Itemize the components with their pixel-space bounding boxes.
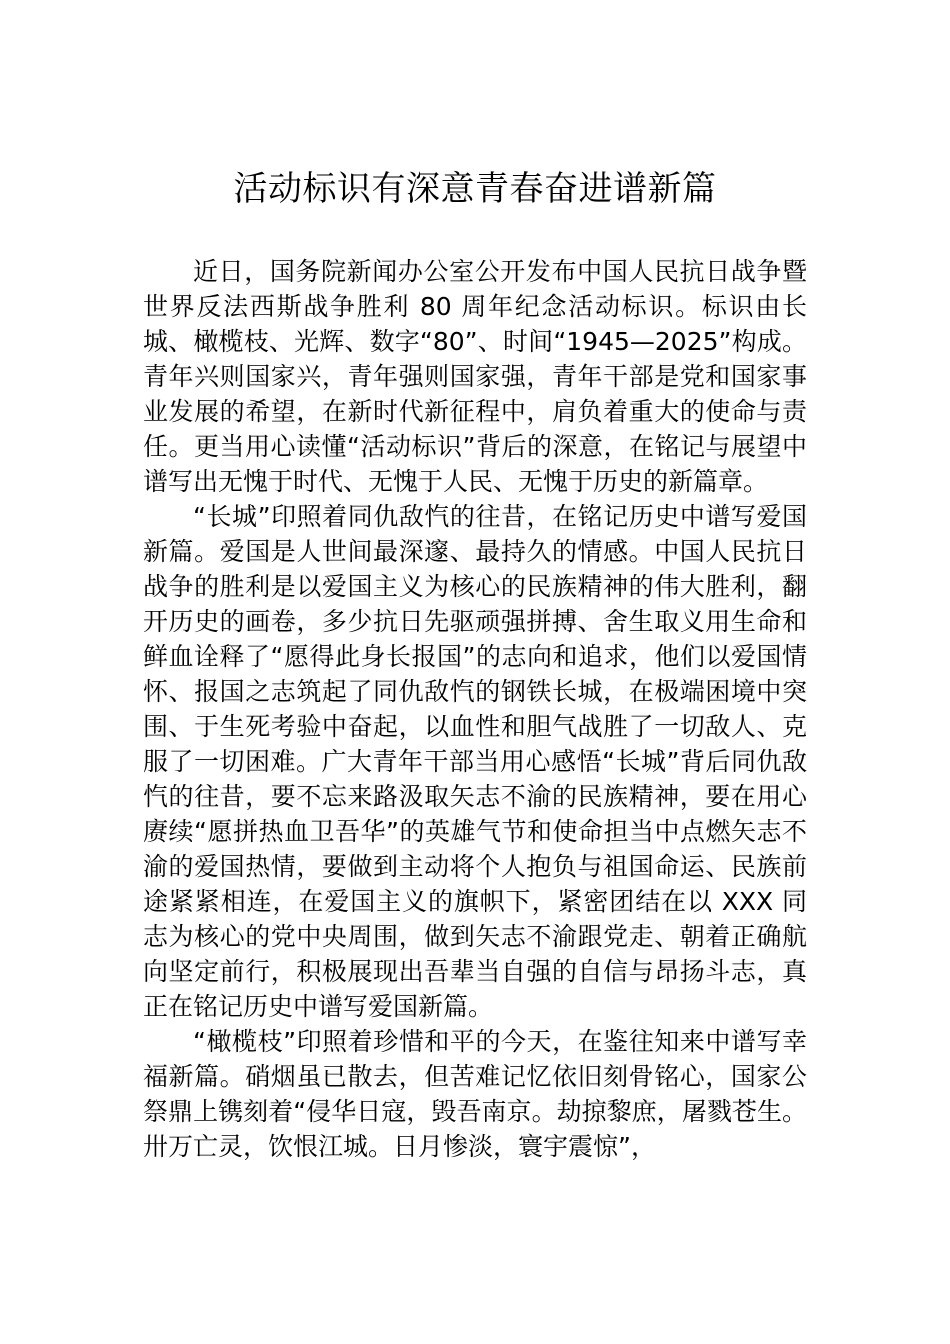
document-title: 活动标识有深意青春奋进谱新篇 bbox=[233, 169, 717, 209]
paragraph-intro: 近日，国务院新闻办公室公开发布中国人民抗日战争暨世界反法西斯战争胜利 80 周年纪念活动标识。标识由长城、橄榄枝、光辉、数字“80”、时间“1945—2025”构成。青年兴则国家兴，青年强则国家强，青年干部是党和国家事业发展的希望，在新时代新征程中，肩负着重大的使命与责任。更当用心读懂“活动标识”背后的深意，在铭记与展望中谱写出无愧于时代、无愧于人民、无愧于历史的新篇章。 bbox=[143, 257, 807, 496]
paragraph-great-wall: “长城”印照着同仇敌忾的往昔，在铭记历史中谱写爱国新篇。爱国是人世间最深邃、最持久的情感。中国人民抗日战争的胜利是以爱国主义为核心的民族精神的伟大胜利，翻开历史的画卷，多少抗日先驱顽强拼搏、舍生取义用生命和鲜血诠释了“愿得此身长报国”的志向和追求，他们以爱国情怀、报国之志筑起了同仇敌忾的钢铁长城，在极端困境中突围、于生死考验中奋起，以血性和胆气战胜了一切敌人、克服了一切困难。广大青年干部当用心感悟“长城”背后同仇敌忾的往昔，要不忘来路汲取矢志不渝的民族精神，要在用心赓续“愿拼热血卫吾华”的英雄气节和使命担当中点燃矢志不渝的爱国热情，要做到主动将个人抱负与祖国命运、民族前途紧紧相连，在爱国主义的旗帜下，紧密团结在以 XXX 同志为核心的党中央周围，做到矢志不渝跟党走、朝着正确航向坚定前行，积极展现出吾辈当自强的自信与昂扬斗志，真正在铭记历史中谱写爱国新篇。 bbox=[143, 502, 807, 1021]
document-body bbox=[143, 254, 807, 1164]
paragraph-olive-branch: “橄榄枝”印照着珍惜和平的今天，在鉴往知来中谱写幸福新篇。硝烟虽已散去，但苦难记忆依旧刻骨铭心，国家公祭鼎上镌刻着“侵华日寇，毁吾南京。劫掠黎庶，屠戮苍生。卅万亡灵，饮恨江城。日月惨淡，寰宇震惊”， bbox=[143, 1027, 807, 1161]
